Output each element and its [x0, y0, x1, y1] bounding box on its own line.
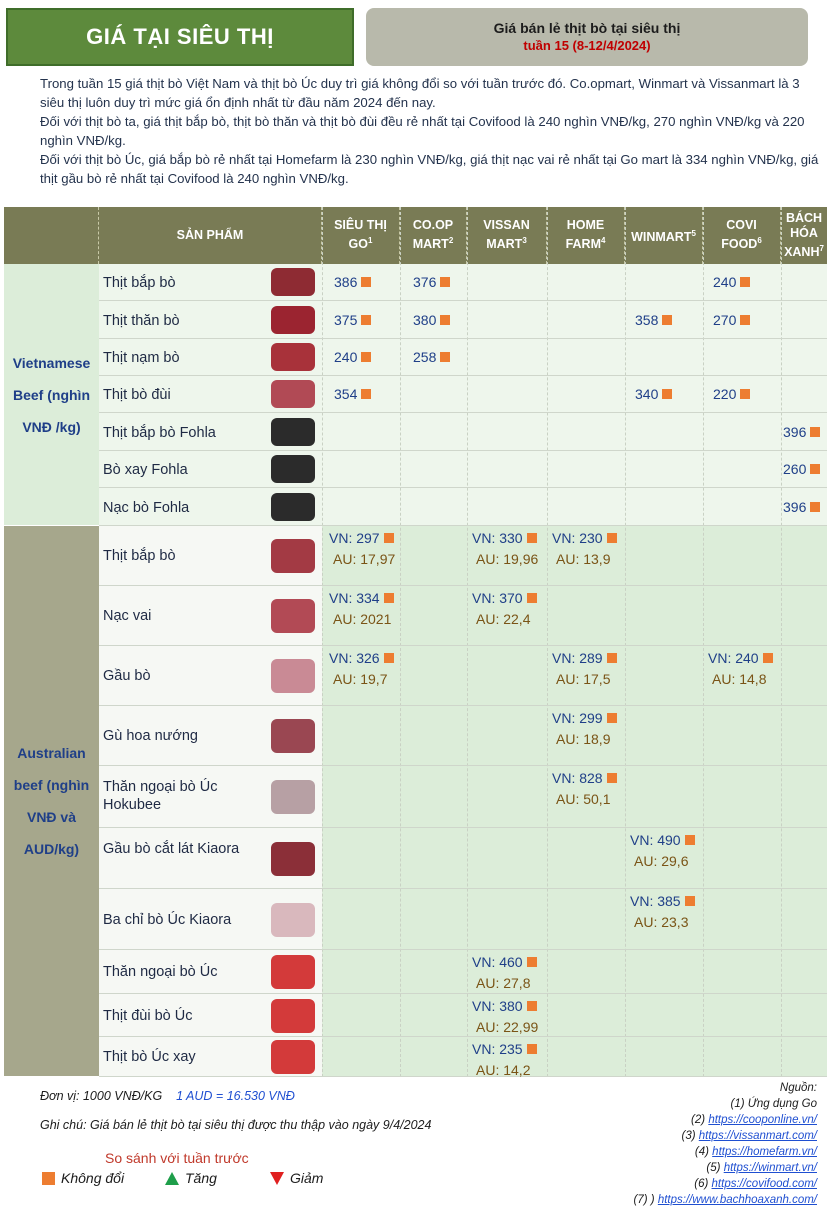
price-cell [783, 497, 820, 518]
price-value: 376 [413, 274, 437, 290]
source-item: (7) ) https://www.bachhoaxanh.com/ [633, 1194, 817, 1206]
product-name: Thăn ngoại bò Úc Hokubee [103, 779, 218, 813]
intro-text [40, 74, 820, 188]
collection-note: Ghi chú: Giá bán lẻ thịt bò tại siêu thị được thu thập vào ngày 9/4/2024 [40, 1118, 432, 1132]
unchanged-marker [662, 389, 672, 399]
unchanged-marker [740, 389, 750, 399]
au-price: AU: 29,6 [634, 853, 689, 869]
header-bhx: BÁCH HÓA XANH$^7$ [784, 210, 824, 260]
vn-price-value: VN: 230 [552, 530, 603, 546]
price-value: 358 [635, 312, 659, 328]
price-cell [334, 384, 371, 405]
vn-price [472, 952, 537, 973]
unchanged-marker [685, 896, 695, 906]
source-item: (6) https://covifood.com/ [694, 1178, 817, 1190]
table-row [99, 994, 827, 1037]
vn-price [472, 996, 538, 1017]
product-name: Thịt bắp bò [103, 548, 176, 564]
price-table [4, 207, 827, 1077]
table-row [99, 889, 827, 950]
price-cell [552, 708, 617, 750]
price-cell [708, 648, 773, 690]
exchange-rate: 1 AUD = 16.530 VNĐ [176, 1089, 295, 1103]
product-name: Thịt nạm bò [103, 350, 180, 366]
header-coop: CO.OP MART$^2$ [400, 207, 467, 264]
unchanged-marker [361, 315, 371, 325]
vn-price-value: VN: 297 [329, 530, 380, 546]
product-name: Ba chỉ bò Úc Kiaora [103, 911, 232, 928]
product-name: Gầu bò cắt lát Kiaora [103, 841, 240, 857]
unchanged-marker [607, 533, 617, 543]
table-row [99, 339, 827, 376]
product-name: Gầu bò [103, 668, 151, 684]
au-price: AU: 14,2 [476, 1062, 531, 1078]
unchanged-marker [527, 957, 537, 967]
vn-price [552, 708, 617, 729]
product-name: Thịt đùi bò Úc [103, 1007, 193, 1024]
au-price: AU: 14,8 [712, 671, 767, 687]
au-price: AU: 50,1 [556, 791, 611, 807]
table-row [99, 302, 827, 339]
unit-note: Đơn vị: 1000 VNĐ/KG 1 AUD = 16.530 VNĐ [40, 1089, 295, 1103]
page-title: GIÁ TẠI SIÊU THỊ [6, 8, 354, 66]
header-gomart: SIÊU THỊ $GO^1$ [322, 207, 400, 264]
price-value: 396 [783, 424, 807, 440]
product-name: Gù hoa nướng [103, 728, 199, 744]
product-name: Thịt bò đùi [103, 387, 171, 403]
unchanged-marker [810, 502, 820, 512]
price-cell [334, 310, 371, 331]
price-cell [472, 952, 537, 994]
vn-price [552, 768, 617, 789]
vn-price-value: VN: 370 [472, 590, 523, 606]
unchanged-marker [810, 464, 820, 474]
header-covi: COVI FOOD$^6$ [703, 207, 781, 264]
table-row [99, 1037, 827, 1077]
au-price: AU: 22,4 [476, 611, 531, 627]
table-row [99, 414, 827, 451]
vn-price [552, 528, 617, 549]
unchanged-marker [763, 653, 773, 663]
product-image [271, 493, 315, 521]
price-value: 340 [635, 386, 659, 402]
vn-price [472, 528, 538, 549]
unchanged-marker [440, 277, 450, 287]
au-price: AU: 18,9 [556, 731, 611, 747]
intro-paragraph: Đối với thịt bò ta, giá thịt bắp bò, thịt bò thăn và thịt bò đùi đều rẻ nhất tại Covifood là 240 nghìn VNĐ/kg, 270 nghìn VNĐ/kg và 220 nghìn VNĐ/kg. [40, 114, 805, 148]
header-product: SẢN PHẨM [99, 207, 322, 264]
source-link[interactable]: https://cooponline.vn/ [708, 1114, 817, 1126]
price-cell [713, 384, 750, 405]
triangle-down-icon [270, 1172, 284, 1185]
price-cell [635, 310, 672, 331]
header-spacer [4, 207, 99, 264]
group-australian-beef: Australian beef (nghìn VNĐ và AUD/kg) [4, 526, 99, 1077]
vn-price-value: VN: 289 [552, 650, 603, 666]
vn-price [472, 588, 537, 609]
price-value: 240 [713, 274, 737, 290]
table-row [99, 766, 827, 828]
price-value: 240 [334, 349, 358, 365]
unchanged-marker [607, 653, 617, 663]
source-item: (1) Ứng dụng Go [730, 1098, 817, 1110]
source-link[interactable]: https://homefarm.vn/ [712, 1146, 817, 1158]
header-vissan: VISSAN MART$^3$ [467, 207, 547, 264]
price-cell [783, 422, 820, 443]
unchanged-marker [384, 653, 394, 663]
au-price: AU: 27,8 [476, 975, 531, 991]
au-price: AU: 22,99 [476, 1019, 539, 1035]
vn-price [329, 528, 395, 549]
table-row [99, 376, 827, 413]
triangle-up-icon [165, 1172, 179, 1185]
unchanged-marker [685, 835, 695, 845]
price-cell [783, 459, 820, 480]
price-value: 375 [334, 312, 358, 328]
price-value: 386 [334, 274, 358, 290]
unchanged-marker [361, 389, 371, 399]
product-name: Thịt bắp bò Fohla [103, 425, 216, 441]
price-cell [552, 648, 617, 690]
price-value: 270 [713, 312, 737, 328]
product-name: Nạc vai [103, 608, 152, 624]
product-image [271, 903, 315, 937]
unchanged-marker [361, 352, 371, 362]
vn-price [552, 648, 617, 669]
au-price: AU: 23,3 [634, 914, 689, 930]
legend-down: Giảm [270, 1170, 323, 1186]
price-cell [630, 891, 695, 933]
table-row [99, 646, 827, 706]
au-price: AU: 13,9 [556, 551, 611, 567]
header-homefarm: HOME FARM$^4$ [547, 207, 625, 264]
legend-up: Tăng [165, 1170, 217, 1186]
table-row [99, 828, 827, 889]
source-link[interactable]: https://www.bachhoaxanh.com/ [657, 1194, 817, 1206]
product-image [271, 343, 315, 371]
unchanged-marker [607, 773, 617, 783]
price-cell [413, 347, 450, 368]
price-cell [472, 996, 538, 1038]
price-cell [713, 272, 750, 293]
au-price: AU: 17,5 [556, 671, 611, 687]
table-row [99, 264, 827, 301]
product-name: Bò xay Fohla [103, 462, 188, 478]
price-cell [329, 648, 394, 690]
price-cell [413, 310, 450, 331]
vn-price-value: VN: 334 [329, 590, 380, 606]
product-image [271, 539, 315, 573]
square-icon [42, 1172, 55, 1185]
vn-price-value: VN: 240 [708, 650, 759, 666]
unchanged-marker [607, 713, 617, 723]
vn-price [472, 1039, 537, 1060]
unchanged-marker [527, 1044, 537, 1054]
unchanged-marker [740, 315, 750, 325]
unchanged-marker [527, 533, 537, 543]
week-label: tuần 15 (8-12/4/2024) [523, 38, 651, 53]
sources-title: Nguồn: [779, 1082, 817, 1094]
table-row [99, 489, 827, 526]
product-image [271, 268, 315, 296]
vn-price [630, 891, 695, 912]
unchanged-marker [440, 315, 450, 325]
vn-price [329, 588, 394, 609]
unchanged-marker [440, 352, 450, 362]
product-image [271, 599, 315, 633]
price-value: 354 [334, 386, 358, 402]
price-cell [552, 528, 617, 570]
intro-paragraph: Trong tuần 15 giá thịt bò Việt Nam và thịt bò Úc duy trì giá không đổi so với tuần trước đó. Co.opmart, Winmart và Vissanmart là 3 siêu thị luôn duy trì mức giá ổn định nhất từ đầu năm 2024 đến nay. [40, 76, 800, 110]
table-row [99, 526, 827, 586]
product-image [271, 955, 315, 989]
product-name: Thịt thăn bò [103, 313, 180, 329]
unchanged-marker [527, 1001, 537, 1011]
product-name: Thịt bắp bò [103, 275, 176, 291]
vn-price-value: VN: 828 [552, 770, 603, 786]
vn-price-value: VN: 235 [472, 1041, 523, 1057]
product-image [271, 719, 315, 753]
price-cell [329, 588, 394, 630]
vn-price-value: VN: 490 [630, 832, 681, 848]
product-image [271, 418, 315, 446]
vn-price [630, 830, 695, 851]
price-cell [334, 347, 371, 368]
price-value: 260 [783, 461, 807, 477]
price-cell [334, 272, 371, 293]
title-box [366, 8, 808, 66]
price-cell [329, 528, 395, 570]
price-value: 380 [413, 312, 437, 328]
vn-price [708, 648, 773, 669]
product-image [271, 780, 315, 814]
product-image [271, 455, 315, 483]
product-image [271, 1040, 315, 1074]
header-winmart: WINMART$^5$ [625, 207, 703, 264]
source-link[interactable]: https://vissanmart.com/ [698, 1130, 817, 1142]
vn-price-value: VN: 385 [630, 893, 681, 909]
price-cell [713, 310, 750, 331]
price-cell [630, 830, 695, 872]
unchanged-marker [361, 277, 371, 287]
source-item: (5) https://winmart.vn/ [706, 1162, 817, 1174]
table-row [99, 950, 827, 994]
intro-paragraph: Đối với thịt bò Úc, giá bắp bò rẻ nhất tại Homefarm là 230 nghìn VNĐ/kg, giá thịt nạc vai rẻ nhất tại Go mart là 334 nghìn VNĐ/kg, giá thịt gầu bò rẻ nhất tại Covifood là 240 nghìn VNĐ/kg. [40, 152, 819, 186]
vn-price-value: VN: 299 [552, 710, 603, 726]
price-cell [472, 588, 537, 630]
price-value: 396 [783, 499, 807, 515]
unchanged-marker [527, 593, 537, 603]
price-cell [472, 528, 538, 570]
product-image [271, 380, 315, 408]
product-image [271, 842, 315, 876]
price-value: 258 [413, 349, 437, 365]
sources [634, 1080, 817, 1208]
product-name: Nạc bò Fohla [103, 500, 190, 516]
price-cell [472, 1039, 537, 1081]
product-image [271, 999, 315, 1033]
table-row [99, 586, 827, 646]
au-price: AU: 19,96 [476, 551, 539, 567]
unchanged-marker [662, 315, 672, 325]
table-row [99, 451, 827, 488]
source-item: (4) https://homefarm.vn/ [694, 1146, 817, 1158]
price-cell [635, 384, 672, 405]
product-image [271, 306, 315, 334]
source-item: (3) https://vissanmart.com/ [681, 1130, 817, 1142]
au-price: AU: 17,97 [333, 551, 396, 567]
vn-price-value: VN: 330 [472, 530, 523, 546]
product-image [271, 659, 315, 693]
unchanged-marker [740, 277, 750, 287]
au-price: AU: 2021 [333, 611, 392, 627]
unchanged-marker [810, 427, 820, 437]
vn-price-value: VN: 326 [329, 650, 380, 666]
table-row [99, 706, 827, 766]
vn-price [329, 648, 394, 669]
unchanged-marker [384, 593, 394, 603]
product-name: Thăn ngoại bò Úc [103, 964, 218, 980]
source-link[interactable]: https://covifood.com/ [711, 1178, 817, 1190]
source-item: (2) https://cooponline.vn/ [691, 1114, 817, 1126]
price-cell [413, 272, 450, 293]
subtitle: Giá bán lẻ thịt bò tại siêu thị [493, 20, 681, 36]
unchanged-marker [384, 533, 394, 543]
price-cell [552, 768, 617, 810]
source-link[interactable]: https://winmart.vn/ [723, 1162, 817, 1174]
product-name: Thịt bò Úc xay [103, 1049, 196, 1065]
vn-price-value: VN: 460 [472, 954, 523, 970]
au-price: AU: 19,7 [333, 671, 388, 687]
vn-price-value: VN: 380 [472, 998, 523, 1014]
legend-title: So sánh với tuần trước [105, 1150, 249, 1166]
price-value: 220 [713, 386, 737, 402]
legend-unchanged: Không đổi [42, 1170, 124, 1186]
group-vietnamese-beef: Vietnamese Beef (nghìn VNĐ /kg) [4, 264, 99, 526]
